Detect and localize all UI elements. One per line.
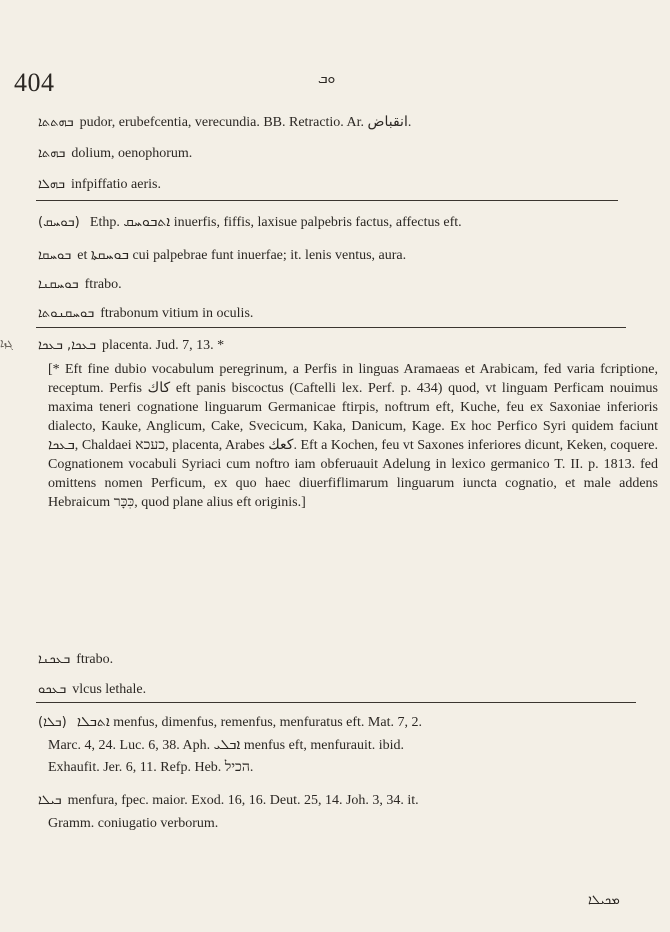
running-head: ܘܒ: [318, 72, 336, 87]
syriac-headword: (ܒܘܚܩ): [38, 215, 84, 230]
page-number: 404: [14, 68, 55, 97]
entry: [38, 176, 662, 194]
entry-definition: Gramm. coniugatio verborum.: [48, 816, 219, 831]
entry: [38, 305, 662, 323]
syriac-headword: ܒܗܬܬܐ: [38, 115, 74, 130]
syriac-headword: ܒܥܟܐ, ܒܥܟܐ: [38, 338, 97, 353]
entry-definition: menfura, fpec. maior. Exod. 16, 16. Deut. 25, 14. Joh. 3, 34. it.: [67, 793, 419, 808]
syriac-headword: ܒܝܠܐ: [38, 793, 62, 808]
entry: [38, 114, 662, 132]
section-rule: [36, 702, 636, 703]
entry-definition: placenta. Jud. 7, 13. *: [102, 338, 225, 353]
syriac-headword: ܒܘܚܩܢܘܬܐ: [38, 306, 95, 321]
syriac-headword: ܒܘܚܩܢܐ: [38, 277, 79, 292]
syriac-headword: ܒܗܬܐ: [38, 146, 66, 161]
entry-definition: vlcus lethale.: [72, 682, 147, 697]
entry-definition: et ܒܘܚܩܬܐ cui palpebrae funt inuerfae; it. lenis ventus, aura.: [77, 248, 407, 263]
bracketed-note: [* Eft fine dubio vocabulum peregrinum, a Perfis in linguas Aramaeas et Arabicam, fed varia fcriptione, receptum. Perfis كاك eft panis biscoctus (Caftelli lex. Perf. p. 434) quod, vt linguam Perficam nouimus maxima teneri cognatione linguarum Germanicae ftirpis, noftrum eft, Kuche, feu ex Saxoniae inferioris dialecto, Kauke, Anglicum, Cake, Svecicum, Kaka, Danicum, Kage. Ex hoc Perfico Syri quidem faciunt ܒܥܟܐ, Chaldaei כעכא, placenta, Arabes كعك. Eft a Kochen, feu vt Saxones inferiores dicunt, Keken, coquere. Cognationem vocabuli Syriaci cum noftro iam obferuauit Adelung in lexico germanico T. II. p. 1813. fed omittens nomen Perficum, ex quo haec diuerfiflimarum linguarum iuncta cognatio, et male addens Hebraicum כִּכָּר, quod plane alius eft originis.]: [48, 362, 659, 510]
entry-definition: ftrabo.: [76, 652, 114, 667]
entry-definition: dolium, oenophorum.: [71, 146, 193, 161]
catchword: ܡܟܝܠܐ: [588, 893, 620, 908]
entry-definition: pudor, erubefcentia, verecundia. BB. Retractio. Ar. انقباض.: [79, 115, 412, 130]
section-rule: [36, 200, 618, 201]
entry: [38, 651, 662, 669]
entry: [38, 337, 662, 355]
entry: [38, 681, 662, 699]
entry-continuation: [48, 737, 662, 755]
entry-continuation: [48, 815, 662, 833]
margin-note: ܓܙܐ: [0, 336, 13, 350]
entry-continuation: [48, 759, 662, 777]
entry-definition: ftrabonum vitium in oculis.: [100, 306, 254, 321]
entry: [38, 792, 662, 810]
section-rule: [36, 327, 626, 328]
entry: [38, 214, 662, 232]
entry-definition: Ethp. ܐܬܒܘܚܩ inuerfis, fiffis, laxisue palpebris factus, affectus eft.: [89, 215, 462, 230]
syriac-headword: (ܒܠܐ): [38, 715, 71, 730]
entry: [38, 145, 662, 163]
entry-definition: ftrabo.: [84, 277, 122, 292]
entry: [38, 247, 662, 265]
syriac-headword: ܒܘܚܩܐ: [38, 248, 72, 263]
entry-definition: ܐܬܒܠܐ menfus, dimenfus, remenfus, menfuratus eft. Mat. 7, 2.: [76, 715, 422, 730]
entry-definition: infpiffatio aeris.: [71, 177, 161, 192]
syriac-headword: ܒܗܠܐ: [38, 177, 66, 192]
entry: [38, 276, 662, 294]
syriac-headword: ܒܥܟܢܐ: [38, 652, 71, 667]
entry: [38, 714, 662, 732]
entry-definition: Exhaufit. Jer. 6, 11. Refp. Heb. הכיל.: [48, 760, 254, 775]
entry-definition: Marc. 4, 24. Luc. 6, 38. Aph. ܐܒܠܝ menfus eft, menfurauit. ibid.: [48, 738, 405, 753]
syriac-headword: ܒܥܟܘ: [38, 682, 67, 697]
